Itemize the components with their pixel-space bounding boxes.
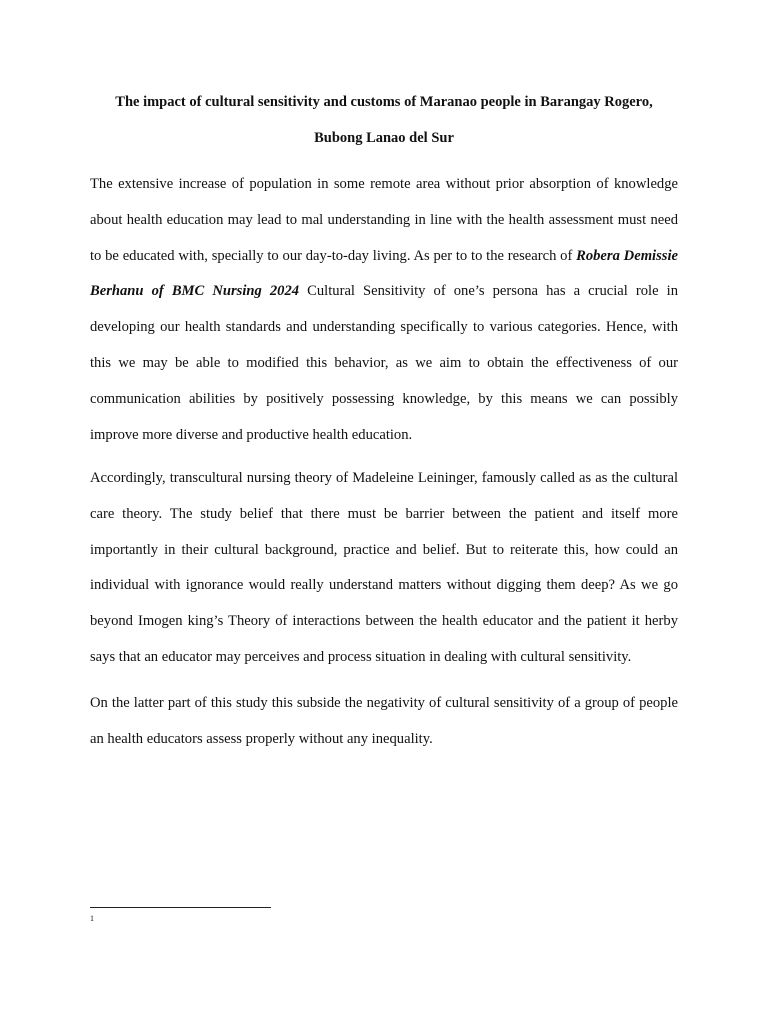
document-title-line-2: Bubong Lanao del Sur	[314, 130, 454, 146]
body-paragraph-2: Accordingly, transcultural nursing theory of Madeleine Leininger, famously called as as the cultural care theory. The study belief that there must be barrier between the patient and itself more importantly in their cultural background, practice and belief. But to reiterate this, how could an individual with ignorance would really understand matters without digging them deep? As we go beyond Imogen king’s Theory of interactions between the health educator and the patient it herby says that an educator may perceives and process situation in dealing with cultural sensitivity.	[90, 470, 678, 665]
body-paragraph-3: On the latter part of this study this subside the negativity of cultural sensitivity of a group of people an health educators assess properly without any inequality.	[90, 695, 678, 747]
footnote-marker: 1	[90, 914, 94, 923]
document-title-line-1: The impact of cultural sensitivity and customs of Maranao people in Barangay Rogero,	[115, 94, 653, 110]
paragraph-1-text-after: Cultural Sensitivity of one’s persona has a crucial role in developing our health standards and understanding specifically to various categories. Hence, with this we may be able to modified this behavior, as we aim to obtain the effectiveness of our communication abilities by positively possessing knowledge, by this means we can possibly improve more diverse and productive health education.	[90, 283, 679, 443]
body-paragraph-1	[90, 167, 678, 453]
footnote-separator	[90, 907, 271, 908]
paragraph-1-text-before: The extensive increase of population in some remote area without prior absorption of knowledge about health education may lead to mal understanding in line with the health assessment must need to be educated with, specially to our day-to-day living. As per to to the research of	[90, 176, 678, 264]
paragraph-1-citation: Robera Demissie Berhanu of BMC Nursing 2024	[90, 247, 678, 300]
